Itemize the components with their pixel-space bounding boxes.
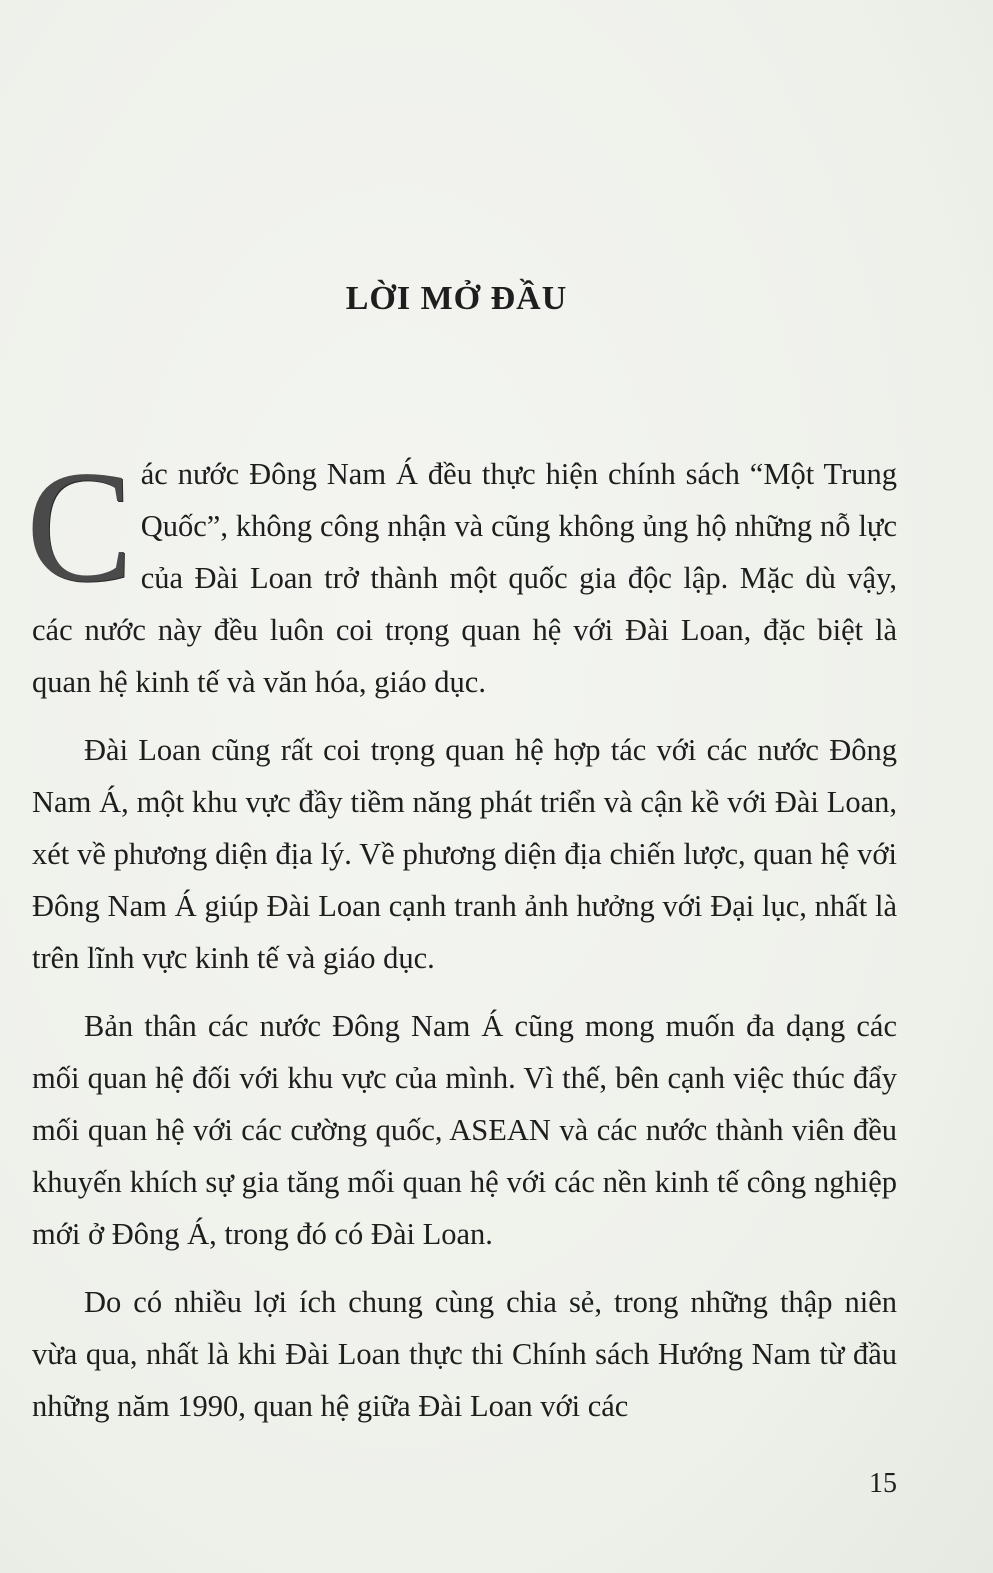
paragraph-3: Bản thân các nước Đông Nam Á cũng mong muốn đa dạng các mối quan hệ đối với khu vực của mình. Vì thế, bên cạnh việc thúc đẩy mối quan hệ với các cường quốc, ASEAN và các nước thành viên đều khuyến khích sự gia tăng mối quan hệ với các nền kinh tế công nghiệp mới ở Đông Á, trong đó có Đài Loan. — [32, 1009, 897, 1251]
chapter-title: LỜI MỞ ĐẦU — [345, 280, 568, 317]
drop-cap-letter: C — [26, 437, 133, 615]
page-number: 15 — [869, 1468, 897, 1499]
paragraph-4: Do có nhiều lợi ích chung cùng chia sẻ, trong những thập niên vừa qua, nhất là khi Đài Loan thực thi Chính sách Hướng Nam từ đầu những năm 1990, quan hệ giữa Đài Loan với các — [32, 1285, 897, 1423]
body-text — [26, 437, 897, 1448]
paragraph-1-text: ác nước Đông Nam Á đều thực hiện chính sách “Một Trung Quốc”, không công nhận và cũng không ủng hộ những nỗ lực của Đài Loan trở thành một quốc gia độc lập. Mặc dù vậy, các nước này đều luôn coi trọng quan hệ với Đài Loan, đặc biệt là quan hệ kinh tế và văn hóa, giáo dục. — [32, 457, 897, 699]
paragraph-1 — [26, 437, 897, 708]
paragraph-2: Đài Loan cũng rất coi trọng quan hệ hợp tác với các nước Đông Nam Á, một khu vực đầy tiềm năng phát triển và cận kề với Đài Loan, xét về phương diện địa lý. Về phương diện địa chiến lược, quan hệ với Đông Nam Á giúp Đài Loan cạnh tranh ảnh hưởng với Đại lục, nhất là trên lĩnh vực kinh tế và giáo dục. — [32, 733, 897, 975]
